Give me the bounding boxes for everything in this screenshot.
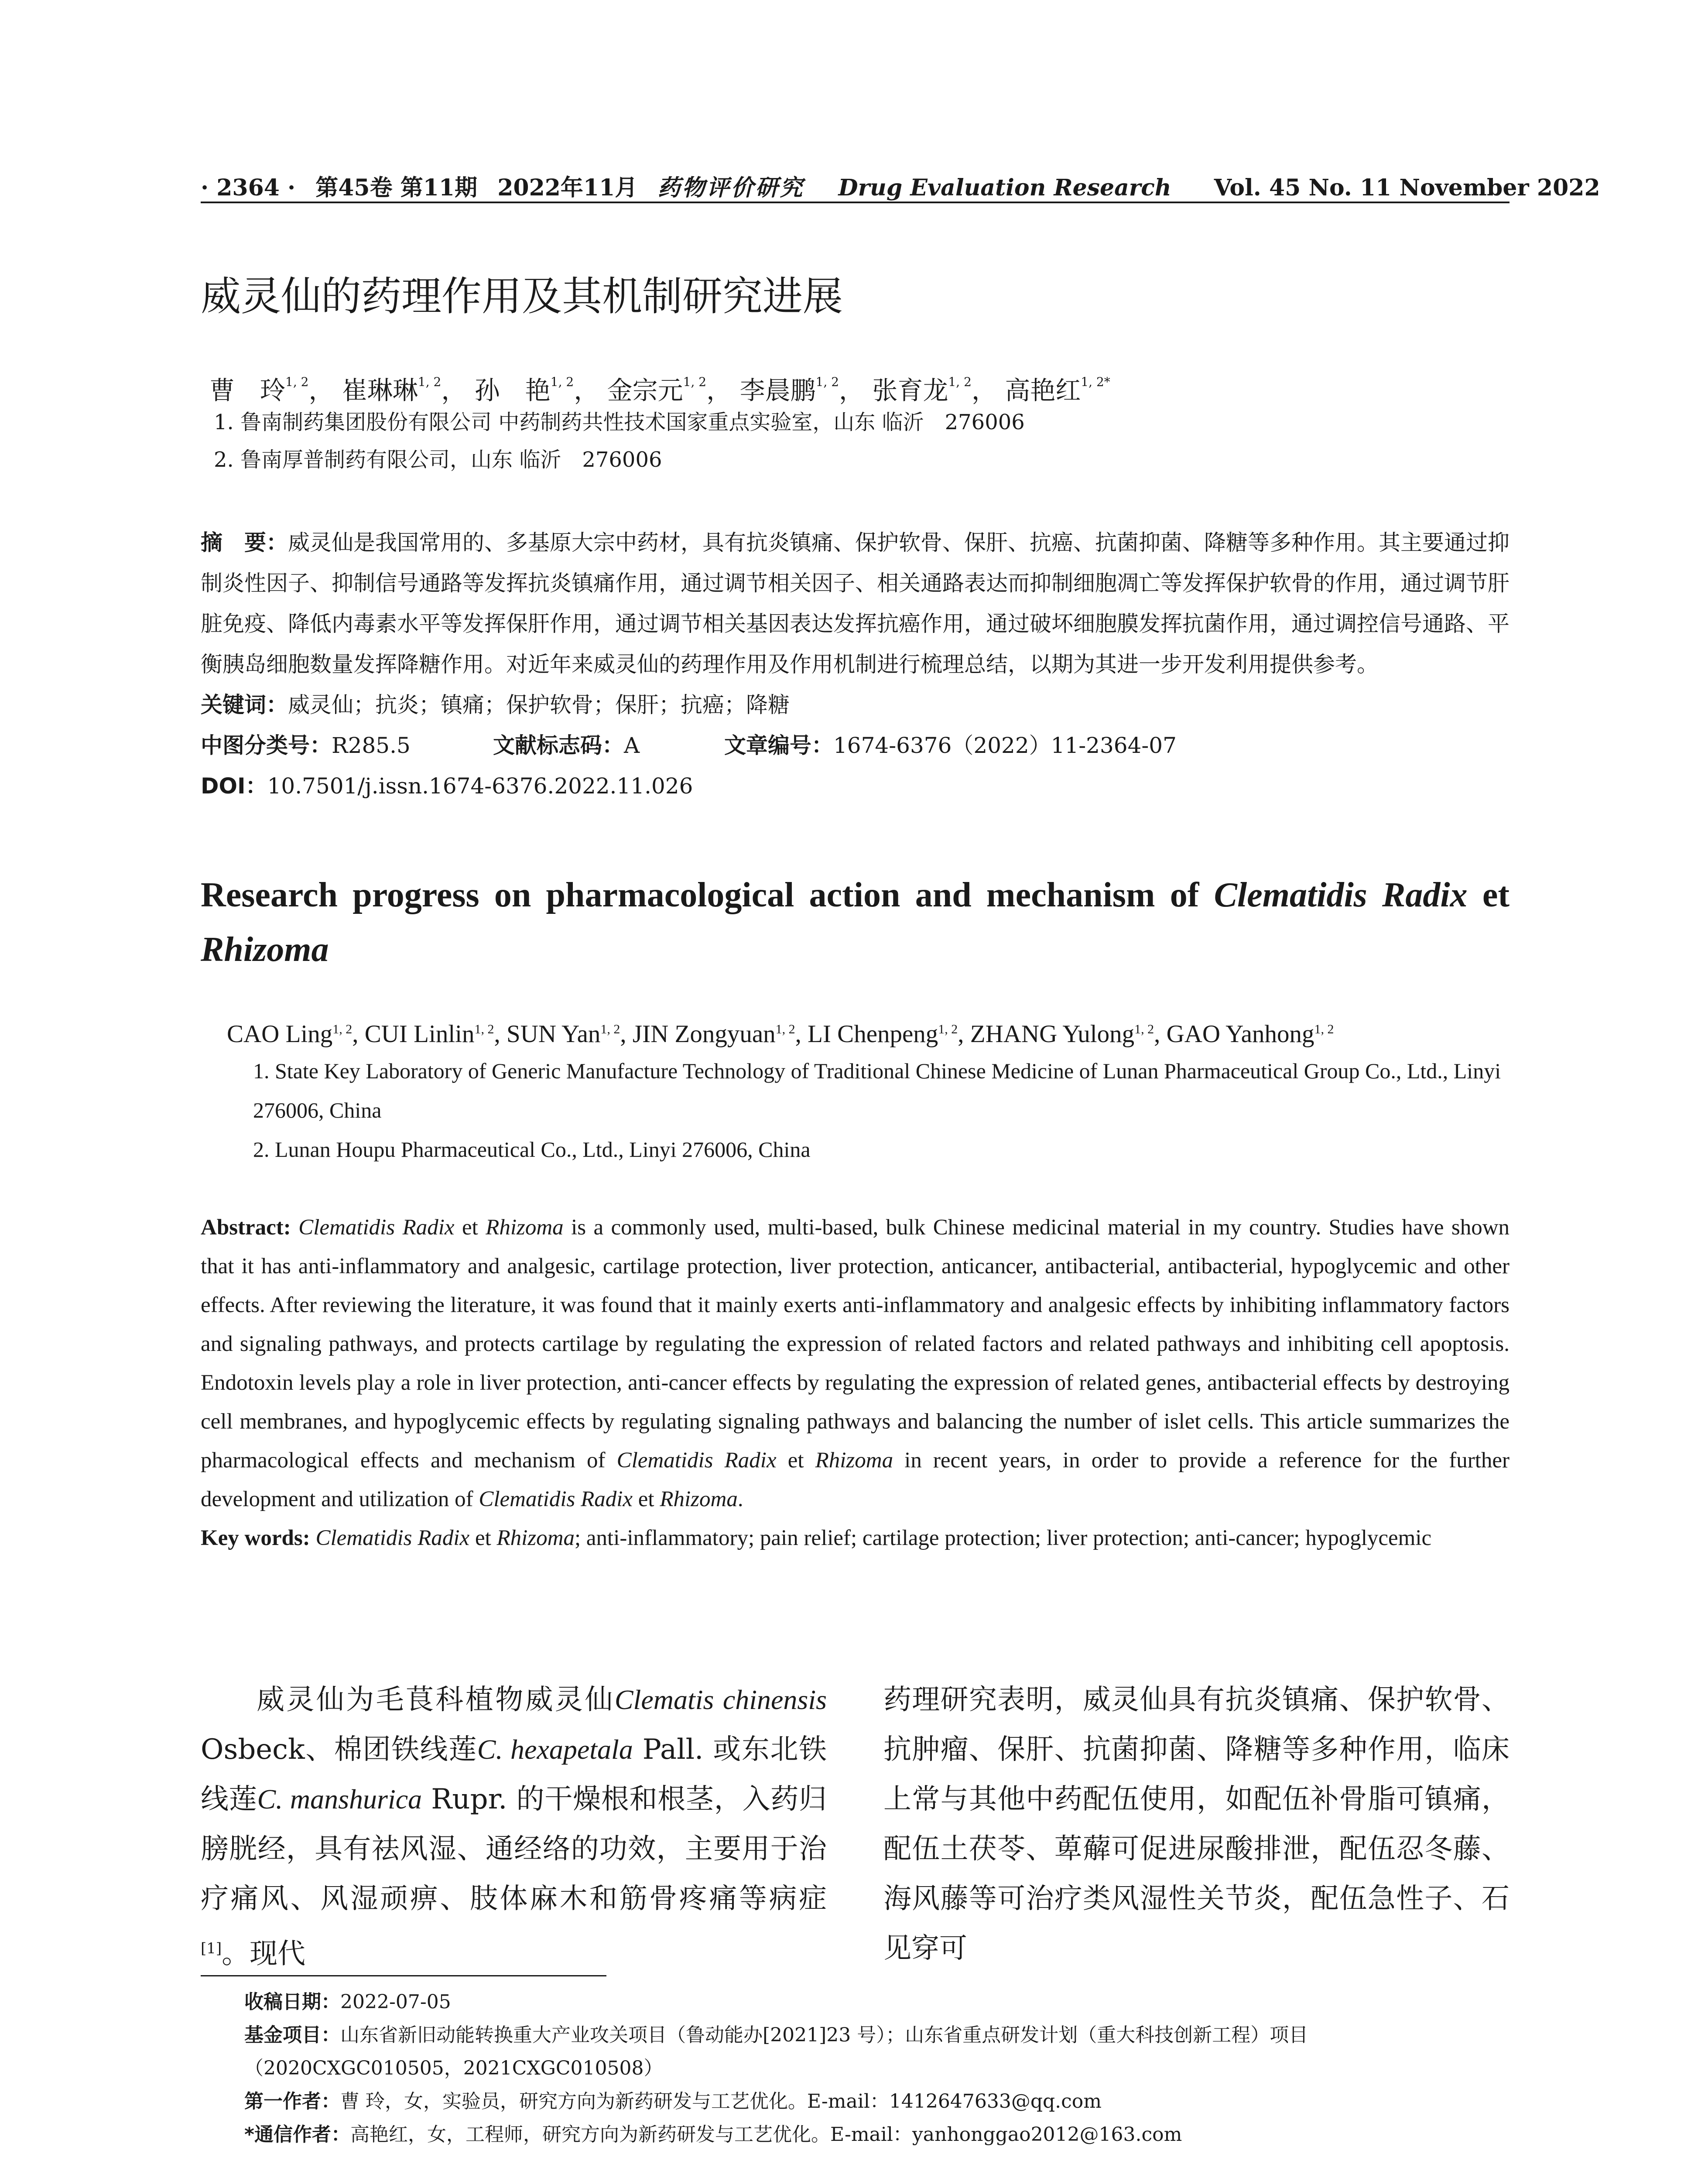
- author-name: 孙 艳: [474, 376, 551, 405]
- author-affiliation-mark: 1, 2: [474, 1022, 494, 1036]
- author-name-en: SUN Yan: [507, 1020, 601, 1048]
- affiliation-en-2: 2. Lunan Houpu Pharmaceutical Co., Ltd., Linyi 276006, China: [253, 1137, 811, 1162]
- author-list-en: CAO Ling$^{1, 2}$, CUI Linlin$^{1, 2}$, SUN Yan$^{1, 2}$, JIN Zongyuan$^{1, 2}$, LI Chenpeng$^{1, 2}$, ZHANG Yulong$^{1, 2}$, GAO Yanhong$^{1, 2}$: [227, 1020, 1334, 1048]
- footnote-divider: [201, 1975, 606, 1976]
- author-name: 张育龙: [872, 376, 948, 405]
- title-en-herb: Clematidis Radix: [1214, 876, 1468, 914]
- herb-name: Rhizoma: [496, 1526, 575, 1550]
- herb-name: Rhizoma: [660, 1487, 738, 1511]
- doc-code-label: 文献标志码：: [493, 733, 624, 758]
- author-affiliation-mark: 1, 2: [600, 1022, 620, 1036]
- abstract-en: [201, 1208, 1509, 1558]
- herb-name: Rhizoma: [486, 1215, 564, 1240]
- author-affiliation-mark: 1, 2: [1314, 1022, 1334, 1036]
- author-affiliation-mark: 1, 2: [948, 375, 972, 389]
- first-author-value: 曹 玲，女，实验员，研究方向为新药研发与工艺优化。E-mail：1412647633@qq.com: [340, 2090, 1102, 2113]
- abstract-en-end: .: [737, 1487, 743, 1511]
- first-author: [244, 2085, 1509, 2118]
- abstract-zh: [201, 523, 1509, 807]
- page-number: · 2364 ·: [201, 174, 296, 201]
- body-text: 。现代: [222, 1938, 306, 1970]
- author-name-en: LI Chenpeng: [808, 1020, 938, 1048]
- author-affiliation-mark: 1, 2: [332, 1022, 353, 1036]
- title-en-part: Research progress on pharmacological action and mechanism of: [201, 876, 1214, 914]
- body-text: Osbeck、棉团铁线莲: [201, 1733, 477, 1766]
- keywords-zh-text: 威灵仙；抗炎；镇痛；保护软骨；保肝；抗癌；降糖: [288, 692, 790, 718]
- body-text: Rupr. 的干燥根和根茎，入药归膀胱经，具有祛风湿、通经络的功效，主要用于治疗痛风、风湿顽痹、肢体麻木和筋骨疼痛等病症: [201, 1783, 827, 1915]
- et-word: et: [462, 1215, 478, 1240]
- abstract-zh-label: 摘 要：: [201, 530, 288, 555]
- journal-name-en: Drug Evaluation Research: [838, 174, 1171, 201]
- fund-value: 山东省新旧动能转换重大产业攻关项目（鲁动能办[2021]23 号）；山东省重点研发计划（重大科技创新工程）项目（2020CXGC010505，2021CXGC010508）: [244, 2024, 1308, 2079]
- author-name-en: CUI Linlin: [364, 1020, 475, 1048]
- herb-name: Rhizoma: [815, 1448, 893, 1473]
- author-name-en: JIN Zongyuan: [632, 1020, 776, 1048]
- footnotes: [244, 1986, 1509, 2151]
- article-number-label: 文章编号：: [724, 733, 833, 758]
- author-affiliation-mark: 1, 2: [938, 1022, 958, 1036]
- author-name-en: GAO Yanhong: [1166, 1020, 1314, 1048]
- abstract-zh-text: 威灵仙是我国常用的、多基原大宗中药材，具有抗炎镇痛、保护软骨、保肝、抗癌、抗菌抑菌、降糖等多种作用。其主要通过抑制炎性因子、抑制信号通路等发挥抗炎镇痛作用，通过调节相关因子、相关通路表达而抑制细胞凋亡等发挥保护软骨的作用，通过调节肝脏免疫、降低内毒素水平等发挥保肝作用，通过调节相关基因表达发挥抗癌作用，通过破坏细胞膜发挥抗菌作用，通过调控信号通路、平衡胰岛细胞数量发挥降糖作用。对近年来威灵仙的药理作用及作用机制进行梳理总结，以期为其进一步开发利用提供参考。: [201, 530, 1509, 677]
- et-word: et: [638, 1487, 654, 1511]
- abstract-en-text: in recent years, in order to provide a reference for the further development and utilization of: [201, 1448, 1510, 1511]
- volume-issue-zh: 第45卷 第11期: [315, 174, 478, 201]
- author-affiliation-mark: 1, 2: [285, 375, 309, 389]
- author-name: 高艳红: [1005, 376, 1081, 405]
- volume-issue-en: Vol. 45 No. 11 November 2022: [1214, 174, 1600, 201]
- first-author-label: 第一作者：: [244, 2090, 340, 2113]
- doi-row: [201, 766, 1509, 807]
- affiliation-zh-2: 2. 鲁南厚普制药有限公司，山东 临沂 276006: [214, 448, 662, 472]
- body-text: Pall. 或东北铁线莲: [201, 1733, 827, 1815]
- author-affiliation-mark: 1, 2: [775, 1022, 795, 1036]
- author-name-en: ZHANG Yulong: [970, 1020, 1135, 1048]
- author-name: 金宗元: [607, 376, 683, 405]
- author-affiliation-mark: 1, 2: [1134, 1022, 1154, 1036]
- corresponding-label: *通信作者：: [244, 2123, 351, 2146]
- article-number-value: 1674-6376（2022）11-2364-07: [833, 733, 1177, 758]
- author-affiliation-mark: 1, 2: [683, 375, 707, 389]
- keywords-en-label: Key words:: [201, 1526, 310, 1550]
- affiliation-en-1: 1. State Key Laboratory of Generic Manufacture Technology of Traditional Chinese Medicine of Lunan Pharmaceutical Group Co., Ltd., Linyi 276006, China: [253, 1059, 1501, 1122]
- corresponding-value: 高艳红，女，工程师，研究方向为新药研发与工艺优化。E-mail：yanhonggao2012@163.com: [350, 2123, 1182, 2146]
- doc-code-value: A: [624, 733, 640, 758]
- author-affiliation-mark: 1, 2: [550, 375, 574, 389]
- fund-label: 基金项目：: [244, 2024, 340, 2046]
- abstract-en-label: Abstract:: [201, 1215, 291, 1240]
- author-affiliation-mark: 1, 2: [418, 375, 442, 389]
- author-name: 崔琳琳: [342, 376, 418, 405]
- body-column-right: 药理研究表明，威灵仙具有抗炎镇痛、保护软骨、抗肿瘤、保肝、抗菌抑菌、降糖等多种作用，临床上常与其他中药配伍使用，如配伍补骨脂可镇痛，配伍土茯苓、萆薢可促进尿酸排泄，配伍忍冬藤、海风藤等可治疗类风湿性关节炎，配伍急性子、石见穿可: [883, 1684, 1509, 1965]
- herb-name: Clematidis Radix: [616, 1448, 777, 1473]
- author-list-zh: 曹 玲$^{1, 2}$， 崔琳琳$^{1, 2}$， 孙 艳$^{1, 2}$， 金宗元$^{1, 2}$， 李晨鹏$^{1, 2}$， 张育龙$^{1, 2}$， 高艳红$^{1, 2*}$: [209, 375, 1110, 405]
- keywords-zh-label: 关键词：: [201, 692, 288, 718]
- header-divider: [201, 202, 1509, 203]
- author-name: 李晨鹏: [739, 376, 816, 405]
- keywords-en-text: ; anti-inflammatory; pain relief; cartilage protection; liver protection; anti-cancer; hypoglycemic: [575, 1526, 1432, 1550]
- species-name: C. manshurica: [257, 1784, 422, 1815]
- keywords-zh: [201, 685, 1509, 725]
- issue-date-zh: 2022年11月: [497, 174, 638, 201]
- et-word: et: [475, 1526, 491, 1550]
- affiliation-zh-1: 1. 鲁南制药集团股份有限公司 中药制药共性技术国家重点实验室，山东 临沂 276006: [214, 410, 1025, 434]
- journal-logo-zh: 药物评价研究: [657, 174, 804, 201]
- received-value: 2022-07-05: [340, 1991, 451, 2013]
- doi-value: 10.7501/j.issn.1674-6376.2022.11.026: [267, 773, 693, 799]
- doi-label: DOI：: [201, 773, 267, 799]
- abstract-en-text: is a commonly used, multi-based, bulk Chinese medicinal material in my country. Studies have shown that it has anti-inflammatory and analgesic, cartilage protection, liver protection, anticancer, antibacterial, antibacterial, hypoglycemic and other effects. After reviewing the literature, it was found that it mainly exerts anti-inflammatory and analgesic effects by inhibiting inflammatory factors and signaling pathways, and protects cartilage by regulating the expression of related factors and related pathways and inhibiting cell apoptosis. Endotoxin levels play a role in liver protection, anti-cancer effects by regulating the expression of related genes, antibacterial effects by destroying cell membranes, and hypoglycemic effects by regulating signaling pathways and balancing the number of islet cells. This article summarizes the pharmacological effects and mechanism of: [201, 1215, 1510, 1473]
- body-text: 威灵仙为毛茛科植物威灵仙: [257, 1684, 615, 1716]
- received-date: [244, 1986, 1509, 2019]
- species-name: C. hexapetala: [477, 1734, 633, 1765]
- species-name: Clematis chinensis: [614, 1684, 827, 1715]
- body-column-left: [201, 1675, 827, 1979]
- article-title-zh: 威灵仙的药理作用及其机制研究进展: [201, 273, 843, 320]
- fund-project: [244, 2019, 1509, 2085]
- corresponding-author: [244, 2118, 1509, 2151]
- classification-row: [201, 725, 1509, 766]
- author-affiliation-mark: 1, 2: [815, 375, 839, 389]
- herb-name: Clematidis Radix: [315, 1526, 470, 1550]
- et-word: et: [787, 1448, 804, 1473]
- clc-value: R285.5: [332, 733, 411, 758]
- title-en-part: et: [1467, 876, 1510, 914]
- article-title-en: [201, 868, 1509, 977]
- author-name: 曹 玲: [209, 376, 286, 405]
- received-label: 收稿日期：: [244, 1991, 340, 2013]
- citation-ref: [1]: [201, 1940, 222, 1957]
- keywords-en: [201, 1519, 1509, 1558]
- author-affiliation-mark: 1, 2*: [1081, 375, 1110, 389]
- author-name-en: CAO Ling: [227, 1020, 333, 1048]
- clc-label: 中图分类号：: [201, 733, 332, 758]
- herb-name: Clematidis Radix: [479, 1487, 633, 1511]
- title-en-herb: Rhizoma: [201, 930, 329, 969]
- herb-name: Clematidis Radix: [298, 1215, 455, 1240]
- running-header: [201, 169, 1600, 201]
